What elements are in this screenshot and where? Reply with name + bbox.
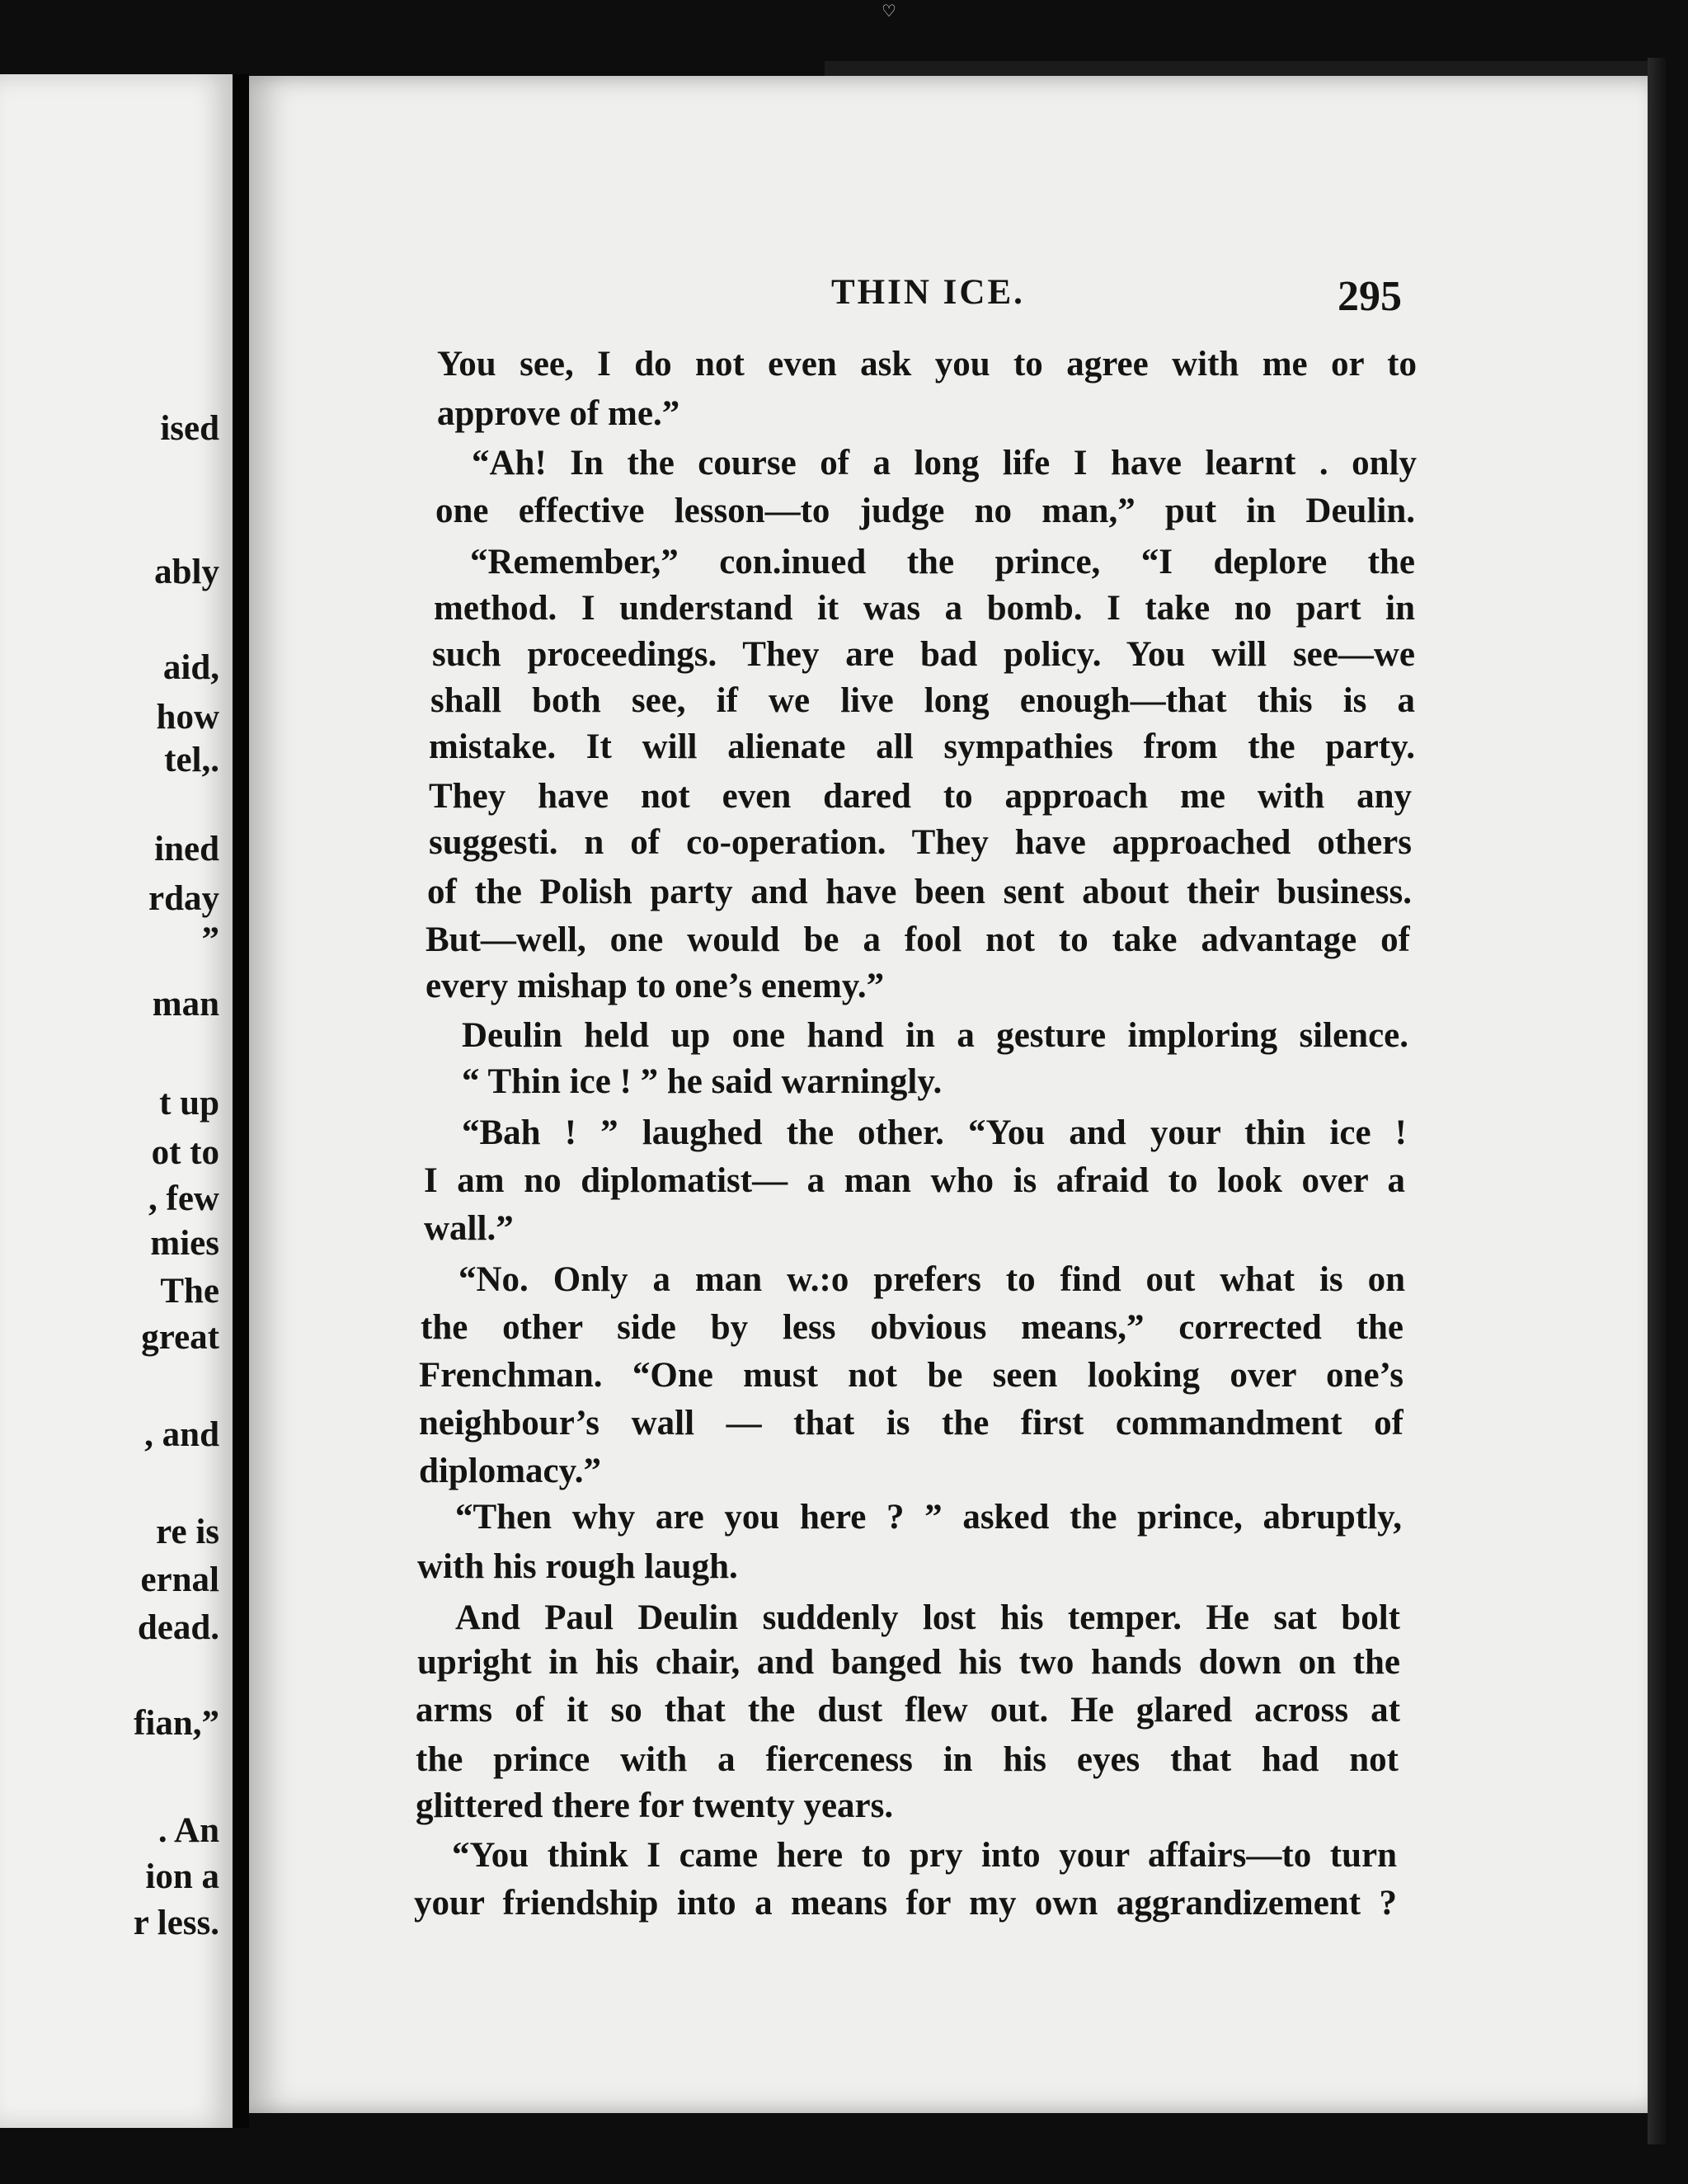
text-line: arms of it so that the dust flew out. He glared across at — [416, 1692, 1400, 1730]
left-page-fragment: tel,. — [164, 741, 219, 779]
text-line: “Remember,” con.inued the prince, “I deplore the — [470, 544, 1415, 581]
left-page-fragment: , and — [144, 1415, 219, 1454]
page-top-edge — [825, 61, 1662, 76]
gutter-shadow — [233, 74, 249, 2128]
text-line: glittered there for twenty years. — [416, 1786, 894, 1825]
text-line: And Paul Deulin suddenly lost his temper. He sat bolt — [455, 1600, 1400, 1637]
text-line: method. I understand it was a bomb. I take no part in — [434, 591, 1415, 628]
text-line: Frenchman. “One must not be seen looking over one’s — [419, 1358, 1404, 1395]
text-line: Deulin held up one hand in a gesture imploring silence. — [462, 1018, 1408, 1055]
left-page-fragment: ised — [160, 409, 219, 448]
text-line: shall both see, if we live long enough—that this is a — [430, 683, 1415, 720]
left-page-fragment: ably — [154, 553, 219, 591]
text-line: “Ah! In the course of a long life I have learnt . only — [472, 445, 1417, 482]
left-page-fragment: fian,” — [134, 1704, 219, 1743]
text-line: “Then why are you here ? ” asked the prince, abruptly, — [455, 1499, 1402, 1537]
left-page-fragment: The — [160, 1272, 219, 1311]
left-page — [0, 74, 233, 2128]
left-page-fragment: man — [152, 985, 219, 1024]
text-line: “ Thin ice ! ” he said warningly. — [462, 1062, 943, 1101]
text-line: the other side by less obvious means,” corrected the — [421, 1310, 1404, 1347]
left-page-fragment: how — [156, 698, 219, 737]
left-page-fragment: aid, — [162, 648, 219, 687]
text-line: such proceedings. They are bad policy. You will see—we — [432, 637, 1415, 674]
left-page-fragment: dead. — [137, 1608, 219, 1647]
text-line: You see, I do not even ask you to agree with me or to — [437, 346, 1417, 384]
text-line: I am no diplomatist— a man who is afraid to look over a — [424, 1163, 1405, 1200]
page-number: 295 — [1338, 273, 1402, 320]
text-line: But—well, one would be a fool not to take advantage of — [426, 922, 1410, 959]
text-line: neighbour’s wall — that is the first commandment of — [419, 1405, 1404, 1443]
text-line: one effective lesson—to judge no man,” put in Deulin. — [435, 493, 1415, 530]
left-page-fragment: great — [141, 1318, 219, 1357]
text-line: with his rough laugh. — [417, 1547, 738, 1586]
text-line: upright in his chair, and banged his two hands down on the — [417, 1645, 1400, 1682]
text-line: mistake. It will alienate all sympathies from the party. — [429, 729, 1415, 766]
left-page-fragment: ined — [154, 830, 219, 868]
running-head: THIN ICE. — [831, 273, 1025, 312]
text-line: They have not even dared to approach me with any — [429, 779, 1412, 816]
page-right-edge — [1648, 58, 1666, 2144]
text-line: approve of me.” — [437, 394, 680, 433]
left-page-fragment: ernal — [140, 1560, 219, 1599]
left-page-fragment: mies — [150, 1224, 219, 1263]
left-page-fragment: , few — [148, 1179, 219, 1218]
left-page-fragment: . An — [158, 1811, 219, 1850]
text-line: suggesti. n of co-operation. They have approached others — [429, 825, 1412, 862]
text-line: the prince with a fierceness in his eyes that had not — [416, 1742, 1399, 1779]
left-page-fragment: ion a — [145, 1857, 219, 1896]
left-page-fragment: r less. — [133, 1904, 219, 1942]
text-line: diplomacy.” — [419, 1452, 602, 1490]
text-line: “You think I came here to pry into your affairs—to turn — [452, 1838, 1397, 1875]
text-line: “Bah ! ” laughed the other. “You and your thin ice ! — [462, 1115, 1407, 1152]
left-page-fragment: t up — [159, 1084, 219, 1123]
text-line: wall.” — [424, 1209, 514, 1248]
left-page-fragment: re is — [156, 1513, 219, 1551]
scan-marker-icon: ♡ — [882, 2, 896, 21]
left-page-fragment: ” — [201, 920, 219, 959]
text-line: of the Polish party and have been sent about their business. — [427, 874, 1412, 911]
text-line: “No. Only a man w.:o prefers to find out what is on — [458, 1262, 1405, 1299]
text-line: every mishap to one’s enemy.” — [426, 967, 885, 1005]
left-page-fragment: rday — [148, 879, 219, 918]
text-line: your friendship into a means for my own aggrandizement ? — [414, 1885, 1397, 1923]
left-page-fragment: ot to — [151, 1133, 219, 1172]
